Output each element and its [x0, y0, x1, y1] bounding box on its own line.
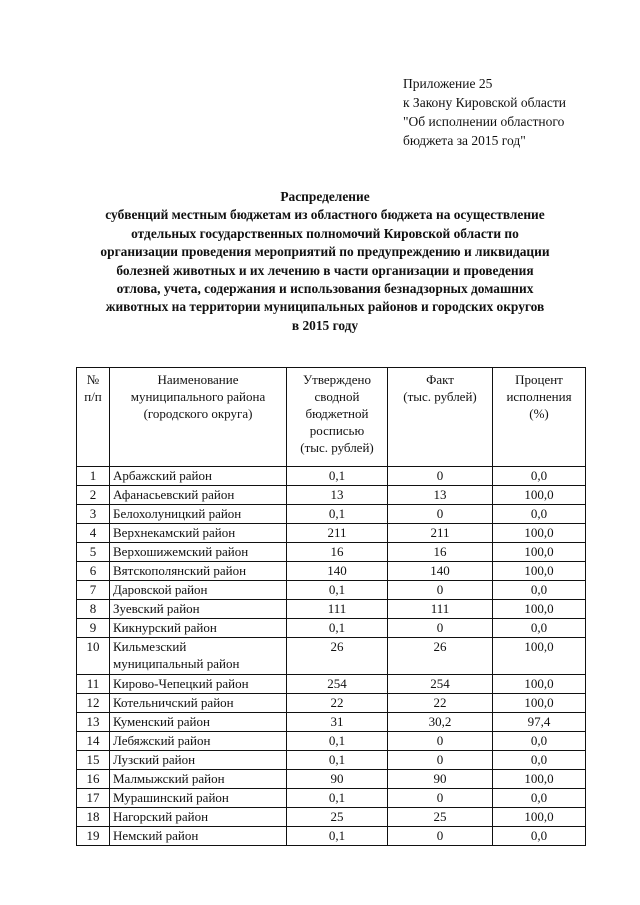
percent-value: 100,0 [493, 808, 586, 827]
percent-value: 100,0 [493, 600, 586, 619]
percent-value: 97,4 [493, 713, 586, 732]
district-name-line: муниципальный район [113, 656, 240, 671]
table-row [77, 467, 586, 486]
row-number: 1 [77, 467, 110, 486]
table-row [77, 732, 586, 751]
title-line: субвенций местным бюджетам из областного бюджета на осуществление [105, 207, 545, 223]
title-line: Распределение [280, 189, 370, 204]
header-percent [493, 368, 586, 467]
fact-value: 211 [388, 524, 493, 543]
fact-value: 0 [388, 505, 493, 524]
approved-value: 0,1 [287, 467, 388, 486]
header-text: исполнения [506, 389, 572, 404]
appendix-line: бюджета за 2015 год" [403, 133, 526, 148]
fact-value: 30,2 [388, 713, 493, 732]
percent-value: 0,0 [493, 751, 586, 770]
district-name: Верхнекамский район [110, 524, 287, 543]
row-number: 16 [77, 770, 110, 789]
percent-value: 0,0 [493, 581, 586, 600]
district-name: Зуевский район [110, 600, 287, 619]
row-number: 13 [77, 713, 110, 732]
approved-value: 22 [287, 694, 388, 713]
table-row [77, 524, 586, 543]
header-text: (городского округа) [143, 406, 253, 421]
district-name: Кирово-Чепецкий район [110, 675, 287, 694]
header-number [77, 368, 110, 467]
table-header-row [77, 368, 586, 467]
district-name: Арбажский район [110, 467, 287, 486]
document-title [60, 188, 590, 335]
header-text: п/п [84, 389, 102, 404]
fact-value: 0 [388, 789, 493, 808]
header-fact [388, 368, 493, 467]
fact-value: 140 [388, 562, 493, 581]
approved-value: 140 [287, 562, 388, 581]
percent-value: 0,0 [493, 505, 586, 524]
row-number: 15 [77, 751, 110, 770]
header-text: бюджетной [305, 406, 369, 421]
header-approved [287, 368, 388, 467]
table-row [77, 713, 586, 732]
row-number: 6 [77, 562, 110, 581]
fact-value: 0 [388, 827, 493, 846]
title-line: животных на территории муниципальных районов и городских округов [105, 299, 545, 315]
approved-value: 211 [287, 524, 388, 543]
title-line: организации проведения мероприятий по предупреждению и ликвидации [100, 244, 550, 260]
district-name: Котельничский район [110, 694, 287, 713]
district-name: Афанасьевский район [110, 486, 287, 505]
percent-value: 0,0 [493, 467, 586, 486]
row-number: 18 [77, 808, 110, 827]
percent-value: 100,0 [493, 562, 586, 581]
table-row [77, 486, 586, 505]
fact-value: 25 [388, 808, 493, 827]
row-number: 9 [77, 619, 110, 638]
percent-value: 0,0 [493, 619, 586, 638]
appendix-line: Приложение 25 [403, 76, 493, 91]
district-name-line: Кильмезский [113, 639, 187, 654]
percent-value: 100,0 [493, 694, 586, 713]
percent-value: 100,0 [493, 486, 586, 505]
table-row [77, 562, 586, 581]
row-number: 7 [77, 581, 110, 600]
title-line: отдельных государственных полномочий Кировской области по [131, 225, 519, 241]
fact-value: 16 [388, 543, 493, 562]
approved-value: 111 [287, 600, 388, 619]
approved-value: 13 [287, 486, 388, 505]
district-name: Куменский район [110, 713, 287, 732]
row-number: 2 [77, 486, 110, 505]
approved-value: 254 [287, 675, 388, 694]
header-text: сводной [314, 389, 360, 404]
table-row [77, 543, 586, 562]
district-name: Лузский район [110, 751, 287, 770]
row-number: 17 [77, 789, 110, 808]
subsidy-table [76, 367, 586, 846]
table-row [77, 619, 586, 638]
percent-value: 100,0 [493, 543, 586, 562]
table-row [77, 789, 586, 808]
fact-value: 0 [388, 581, 493, 600]
approved-value: 0,1 [287, 581, 388, 600]
row-number: 3 [77, 505, 110, 524]
approved-value: 0,1 [287, 505, 388, 524]
fact-value: 0 [388, 732, 493, 751]
table-row [77, 581, 586, 600]
approved-value: 0,1 [287, 789, 388, 808]
table-row [77, 770, 586, 789]
header-text: (%) [529, 406, 549, 421]
district-name: Малмыжский район [110, 770, 287, 789]
fact-value: 254 [388, 675, 493, 694]
header-text: Процент [515, 372, 563, 387]
header-text: муниципального района [130, 389, 266, 404]
header-text: росписью [309, 423, 365, 438]
table-row [77, 638, 586, 675]
header-text: (тыс. рублей) [300, 440, 374, 455]
district-name: Вятскополянский район [110, 562, 287, 581]
table-row [77, 808, 586, 827]
row-number: 14 [77, 732, 110, 751]
percent-value: 0,0 [493, 789, 586, 808]
title-line: отлова, учета, содержания и использования безнадзорных домашних [116, 281, 534, 297]
fact-value: 13 [388, 486, 493, 505]
approved-value: 0,1 [287, 732, 388, 751]
appendix-line: к Закону Кировской области [403, 95, 567, 110]
percent-value: 100,0 [493, 524, 586, 543]
table-row [77, 675, 586, 694]
fact-value: 90 [388, 770, 493, 789]
row-number: 4 [77, 524, 110, 543]
row-number: 19 [77, 827, 110, 846]
approved-value: 31 [287, 713, 388, 732]
header-text: Наименование [157, 372, 239, 387]
fact-value: 0 [388, 619, 493, 638]
appendix-block [403, 74, 633, 150]
district-name: Верхошижемский район [110, 543, 287, 562]
percent-value: 100,0 [493, 770, 586, 789]
appendix-line: "Об исполнении областного [403, 114, 565, 129]
approved-value: 26 [287, 638, 388, 675]
district-name: Кикнурский район [110, 619, 287, 638]
fact-value: 26 [388, 638, 493, 675]
approved-value: 25 [287, 808, 388, 827]
district-name: Немский район [110, 827, 287, 846]
row-number: 5 [77, 543, 110, 562]
row-number: 10 [77, 638, 110, 675]
fact-value: 0 [388, 467, 493, 486]
table-row [77, 505, 586, 524]
header-text: № [86, 372, 100, 387]
row-number: 12 [77, 694, 110, 713]
district-name: Нагорский район [110, 808, 287, 827]
fact-value: 111 [388, 600, 493, 619]
table-row [77, 827, 586, 846]
percent-value: 0,0 [493, 827, 586, 846]
district-name: Белохолуницкий район [110, 505, 287, 524]
approved-value: 16 [287, 543, 388, 562]
header-text: Утверждено [302, 372, 372, 387]
header-text: Факт [426, 372, 454, 387]
title-line: болезней животных и их лечению в части организации и проведения [116, 262, 534, 278]
percent-value: 100,0 [493, 675, 586, 694]
approved-value: 0,1 [287, 751, 388, 770]
district-name: Лебяжский район [110, 732, 287, 751]
percent-value: 0,0 [493, 732, 586, 751]
table-row [77, 600, 586, 619]
table-row [77, 751, 586, 770]
percent-value: 100,0 [493, 638, 586, 675]
fact-value: 22 [388, 694, 493, 713]
approved-value: 90 [287, 770, 388, 789]
header-text: (тыс. рублей) [403, 389, 477, 404]
fact-value: 0 [388, 751, 493, 770]
district-name [110, 638, 287, 675]
row-number: 11 [77, 675, 110, 694]
approved-value: 0,1 [287, 619, 388, 638]
header-name [110, 368, 287, 467]
title-line: в 2015 году [291, 317, 359, 333]
district-name: Даровской район [110, 581, 287, 600]
approved-value: 0,1 [287, 827, 388, 846]
row-number: 8 [77, 600, 110, 619]
district-name: Мурашинский район [110, 789, 287, 808]
table-row [77, 694, 586, 713]
